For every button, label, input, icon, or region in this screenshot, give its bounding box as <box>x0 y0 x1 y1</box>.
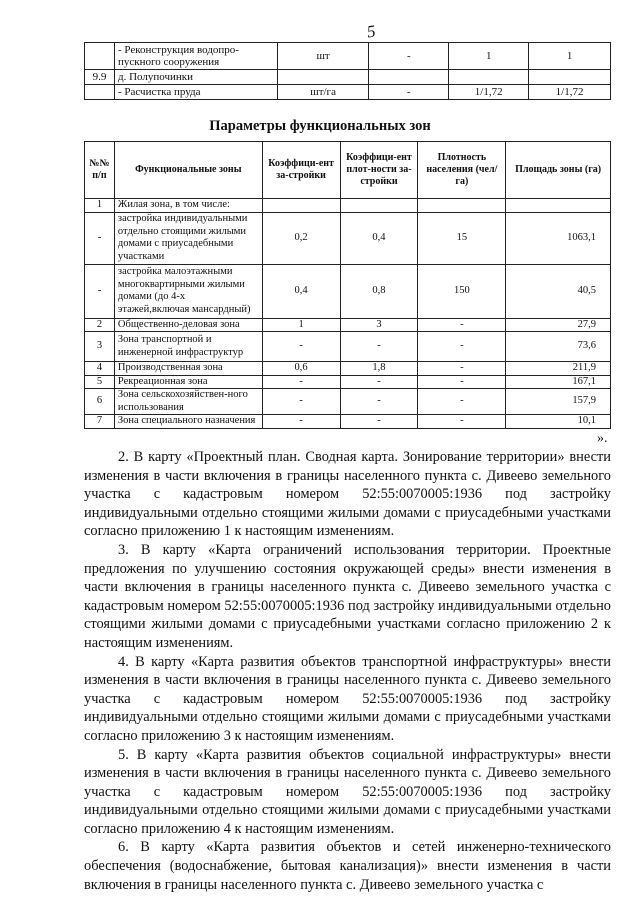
density-coefficient: 0,8 <box>340 264 418 318</box>
work-name: - Расчистка пруда <box>114 85 277 100</box>
work-name: - Реконструкция водопро-пускного сооружения <box>114 43 277 70</box>
header-population-density: Плотность населения (чел/га) <box>418 142 506 199</box>
header-num: №№ п/п <box>85 142 115 199</box>
header-zone-name: Функциональные зоны <box>114 142 262 199</box>
density-coefficient: 1,8 <box>340 362 418 376</box>
build-coefficient: - <box>262 389 340 415</box>
zone-area: 73,6 <box>506 332 611 362</box>
value-cell: 1 <box>449 43 529 70</box>
population-density: - <box>418 318 506 332</box>
paragraph: 3. В карту «Карта ограничений использования территории. Проектные предложения по улучшению состояния окружающей среды» внести изменения в части включения в границы населенного пункта с. Дивеево земельного участка с кадастровым номером 52:55:0070005:1936 под застройку индивидуальными отдельно стоящими жилыми домами с приусадебными участками согласно приложению 2 к настоящим изменениям. <box>84 541 611 651</box>
density-coefficient: 3 <box>340 318 418 332</box>
zone-area: 40,5 <box>506 264 611 318</box>
table-row <box>85 389 611 415</box>
population-density: - <box>418 362 506 376</box>
row-number <box>85 43 115 70</box>
population-density: - <box>418 332 506 362</box>
density-coefficient: - <box>340 389 418 415</box>
value-cell <box>449 70 529 85</box>
zone-area: 27,9 <box>506 318 611 332</box>
population-density <box>418 199 506 213</box>
paragraph: 6. В карту «Карта развития объектов и сетей инженерно-технического обеспечения (водоснабжение, бытовая канализация)» внести изменения в части включения в границы населенного пункта с. Дивеево земельного участка с <box>84 839 611 893</box>
build-coefficient: 0,6 <box>262 362 340 376</box>
population-density: - <box>418 375 506 389</box>
population-density: 15 <box>418 212 506 264</box>
table-row <box>85 362 611 376</box>
value-cell: 1/1,72 <box>449 85 529 100</box>
unit: шт/га <box>277 85 369 100</box>
table-row <box>85 85 611 100</box>
table-row <box>85 415 611 429</box>
header-build-coefficient: Коэффици-ент за-стройки <box>262 142 340 199</box>
work-name: д. Полупочинки <box>114 70 277 85</box>
population-density: - <box>418 389 506 415</box>
row-number <box>85 85 115 100</box>
density-coefficient <box>340 199 418 213</box>
density-coefficient: - <box>340 375 418 389</box>
zone-name: застройка малоэтажными многоквартирными жилыми домами (до 4-х этажей,включая мансардный) <box>114 264 262 318</box>
unit: шт <box>277 43 369 70</box>
zone-name: Производственная зона <box>114 362 262 376</box>
zone-number: 1 <box>85 199 115 213</box>
zone-name: Рекреационная зона <box>114 375 262 389</box>
zone-name: Жилая зона, в том числе: <box>114 199 262 213</box>
table-row <box>85 318 611 332</box>
table-row <box>85 375 611 389</box>
zone-number: 4 <box>85 362 115 376</box>
value-cell: - <box>369 43 449 70</box>
table-row <box>85 212 611 264</box>
unit <box>277 70 369 85</box>
header-zone-area: Площадь зоны (га) <box>506 142 611 199</box>
density-coefficient: - <box>340 332 418 362</box>
build-coefficient: - <box>262 415 340 429</box>
build-coefficient: - <box>262 332 340 362</box>
value-cell: 1/1,72 <box>529 85 611 100</box>
build-coefficient: 0,2 <box>262 212 340 264</box>
zone-area: 10,1 <box>506 415 611 429</box>
density-coefficient: 0,4 <box>340 212 418 264</box>
zone-number: 2 <box>85 318 115 332</box>
zone-name: Общественно-деловая зона <box>114 318 262 332</box>
paragraph: 2. В карту «Проектный план. Сводная карта. Зонирование территории» внести изменения в части включения в границы населенного пункта с. Дивеево земельного участка с кадастровым номером 52:55:0070005:1936 под застройку индивидуальными отдельно стоящими жилыми домами с приусадебными участками согласно приложению 1 к настоящим изменениям. <box>84 449 611 540</box>
zones-table-title: Параметры функциональных зон <box>209 118 431 134</box>
population-density: 150 <box>418 264 506 318</box>
zone-name: Зона специального назначения <box>114 415 262 429</box>
zone-number: 7 <box>85 415 115 429</box>
value-cell <box>369 70 449 85</box>
table-row <box>85 70 611 85</box>
value-cell: - <box>369 85 449 100</box>
build-coefficient <box>262 199 340 213</box>
build-coefficient: 0,4 <box>262 264 340 318</box>
value-cell <box>529 70 611 85</box>
zone-name: Зона сельскохозяйствен-ного использования <box>114 389 262 415</box>
row-number: 9.9 <box>85 70 115 85</box>
paragraph: 5. В карту «Карта развития объектов социальной инфраструктуры» внести изменения в части включения в границы населенного пункта с. Дивеево земельного участка с кадастровым номером 52:55:0070005:1936 под застройку индивидуальными отдельно стоящими жилыми домами с приусадебными участками согласно приложению 4 к настоящим изменениям. <box>84 746 611 837</box>
zone-area: 211,9 <box>506 362 611 376</box>
zone-area: 167,1 <box>506 375 611 389</box>
zone-area <box>506 199 611 213</box>
page-number: 5 <box>365 21 377 42</box>
zone-number: 6 <box>85 389 115 415</box>
paragraph: 4. В карту «Карта развития объектов транспортной инфраструктуры» внести изменения в части включения в границы населенного пункта с. Дивеево земельного участка с кадастровым номером 52:55:0070005:1936 под застройку индивидуальными отдельно стоящими жилыми домами с приусадебными участками согласно приложению 3 к настоящим изменениям. <box>84 653 611 744</box>
table-row <box>85 332 611 362</box>
table-row <box>85 43 611 70</box>
population-density: - <box>418 415 506 429</box>
functional-zones-table <box>84 141 611 429</box>
table-row <box>85 199 611 213</box>
density-coefficient: - <box>340 415 418 429</box>
header-density-coefficient: Коэффици-ент плот-ности за-стройки <box>340 142 418 199</box>
zone-number: - <box>85 212 115 264</box>
zone-area: 1063,1 <box>506 212 611 264</box>
zone-name: Зона транспортной и инженерной инфраструктур <box>114 332 262 362</box>
body-text <box>84 448 611 894</box>
build-coefficient: 1 <box>262 318 340 332</box>
zone-number: 5 <box>85 375 115 389</box>
zones-header-row <box>85 142 611 199</box>
value-cell: 1 <box>529 43 611 70</box>
table-row <box>85 264 611 318</box>
zone-number: 3 <box>85 332 115 362</box>
zone-area: 157,9 <box>506 389 611 415</box>
build-coefficient: - <box>262 375 340 389</box>
zone-name: застройка индивидуальными отдельно стоящими жилыми домами с приусадебными участками <box>114 212 262 264</box>
works-table <box>84 42 611 100</box>
closing-quote: ». <box>597 431 608 446</box>
zone-number: - <box>85 264 115 318</box>
